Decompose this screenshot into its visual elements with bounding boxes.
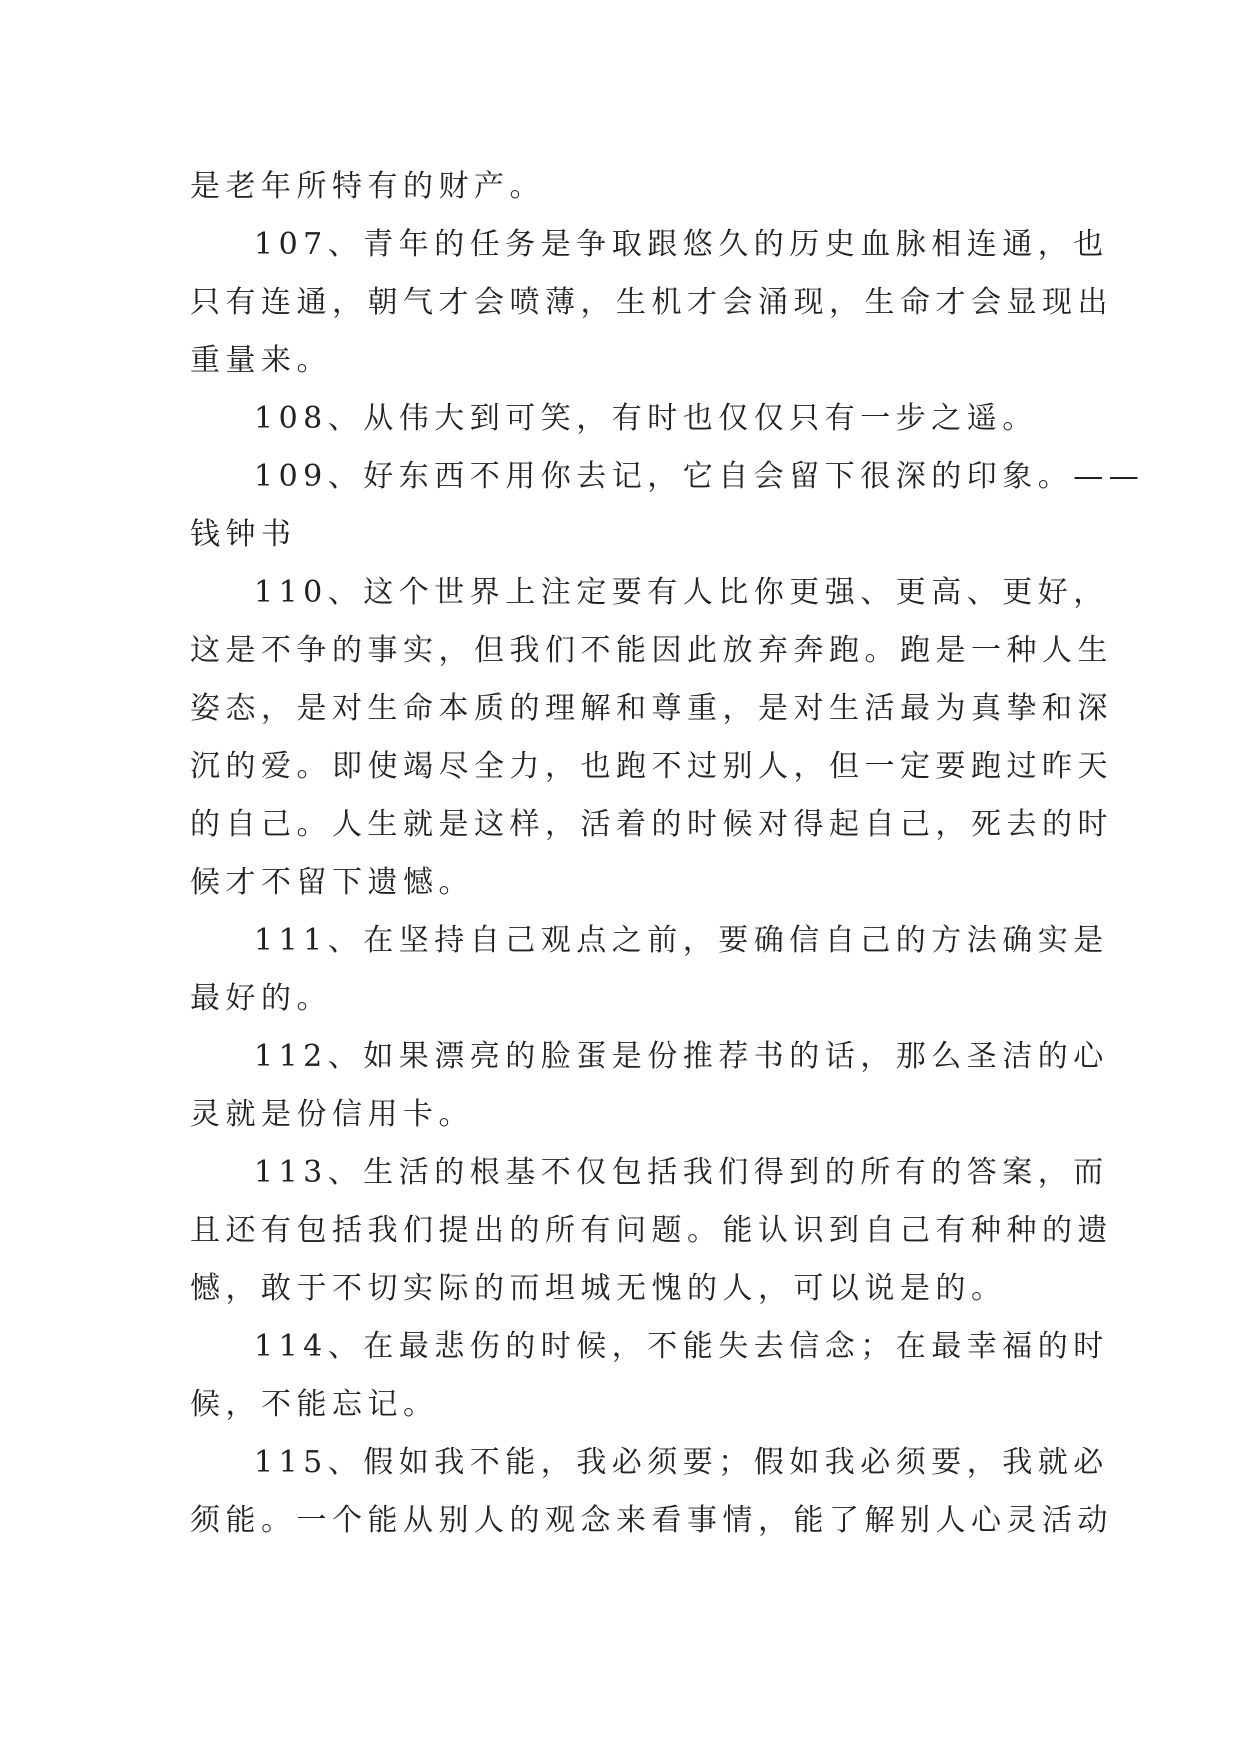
text-line: 这是不争的事实，但我们不能因此放弃奔跑。跑是一种人生 xyxy=(190,633,1113,668)
text-line: 姿态，是对生命本质的理解和尊重，是对生活最为真挚和深 xyxy=(190,691,1113,726)
text-line: 只有连通，朝气才会喷薄，生机才会涌现，生命才会显现出 xyxy=(190,285,1113,320)
paragraph-108 xyxy=(190,390,1058,448)
paragraph-111 xyxy=(190,912,1109,1028)
text-line: 须能。一个能从别人的观念来看事情，能了解别人心灵活动 xyxy=(190,1503,1113,1538)
text-line: 重量来。 xyxy=(190,343,332,378)
paragraph-109 xyxy=(190,448,1145,564)
text-line: 111、在坚持自己观点之前，要确信自己的方法确实是 xyxy=(254,923,1109,958)
text-line: 109、好东西不用你去记，它自会留下很深的印象。—— xyxy=(254,459,1145,494)
text-line: 憾，敢于不切实际的而坦城无愧的人，可以说是的。 xyxy=(190,1271,1007,1306)
paragraph-113 xyxy=(190,1144,1113,1318)
paragraph-107 xyxy=(190,216,1113,390)
text-line: 110、这个世界上注定要有人比你更强、更高、更好， xyxy=(254,575,1109,610)
paragraph-110 xyxy=(190,564,1113,912)
paragraph-106-tail xyxy=(190,158,1058,216)
text-line: 112、如果漂亮的脸蛋是份推荐书的话，那么圣洁的心 xyxy=(254,1039,1109,1074)
document-body xyxy=(190,158,1145,1550)
text-line: 灵就是份信用卡。 xyxy=(190,1097,474,1132)
text-line: 115、假如我不能，我必须要；假如我必须要，我就必 xyxy=(254,1445,1109,1480)
text-line: 钱钟书 xyxy=(190,517,297,552)
paragraph-115 xyxy=(190,1434,1113,1550)
text-line: 沉的爱。即使竭尽全力，也跑不过别人，但一定要跑过昨天 xyxy=(190,749,1113,784)
text-line: 是老年所特有的财产。 xyxy=(190,169,545,204)
text-line: 113、生活的根基不仅包括我们得到的所有的答案，而 xyxy=(254,1155,1109,1190)
text-line: 的自己。人生就是这样，活着的时候对得起自己，死去的时 xyxy=(190,807,1113,842)
paragraph-112 xyxy=(190,1028,1109,1144)
text-line: 114、在最悲伤的时候，不能失去信念；在最幸福的时 xyxy=(254,1329,1109,1364)
text-line: 候才不留下遗憾。 xyxy=(190,865,474,900)
text-line: 107、青年的任务是争取跟悠久的历史血脉相连通，也 xyxy=(254,227,1109,262)
text-line: 最好的。 xyxy=(190,981,332,1016)
paragraph-114 xyxy=(190,1318,1109,1434)
text-line: 108、从伟大到可笑，有时也仅仅只有一步之遥。 xyxy=(254,401,1038,436)
text-line: 且还有包括我们提出的所有问题。能认识到自己有种种的遗 xyxy=(190,1213,1113,1248)
text-line: 候，不能忘记。 xyxy=(190,1387,439,1422)
